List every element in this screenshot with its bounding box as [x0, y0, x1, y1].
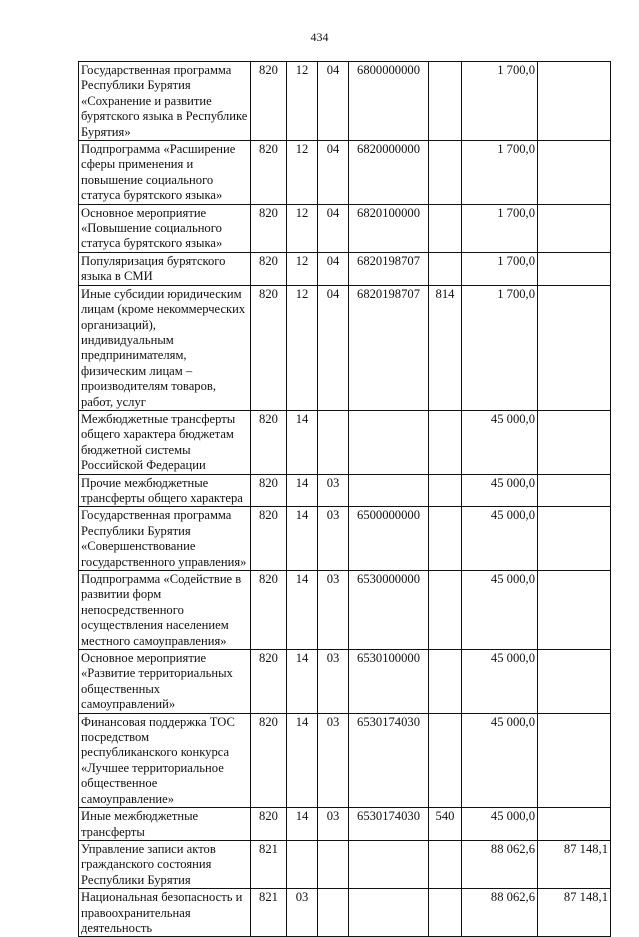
cell-vr: 540	[429, 808, 462, 841]
cell-sum-1: 1 700,0	[462, 204, 538, 252]
cell-csr: 6820198707	[349, 252, 429, 285]
cell-sum-2	[538, 474, 611, 507]
cell-pr: 04	[318, 252, 349, 285]
cell-name: Межбюджетные трансферты общего характера бюджетам бюджетной системы Российской Федерации	[79, 410, 251, 474]
cell-ved: 820	[251, 713, 287, 807]
cell-sum-1: 45 000,0	[462, 474, 538, 507]
cell-pr: 04	[318, 141, 349, 205]
cell-csr: 6800000000	[349, 62, 429, 141]
cell-ved: 820	[251, 62, 287, 141]
budget-table	[78, 61, 611, 937]
cell-pr: 03	[318, 507, 349, 571]
cell-ved: 821	[251, 889, 287, 937]
cell-csr	[349, 410, 429, 474]
cell-csr: 6500000000	[349, 507, 429, 571]
cell-ved: 820	[251, 285, 287, 410]
cell-rz: 12	[287, 285, 318, 410]
cell-vr	[429, 410, 462, 474]
cell-sum-2	[538, 713, 611, 807]
cell-name: Управление записи актов гражданского состояния Республики Бурятия	[79, 840, 251, 888]
cell-vr	[429, 650, 462, 714]
table-row	[79, 285, 611, 410]
cell-csr: 6530174030	[349, 713, 429, 807]
cell-sum-1: 1 700,0	[462, 285, 538, 410]
cell-sum-2	[538, 507, 611, 571]
cell-sum-2	[538, 204, 611, 252]
cell-rz: 14	[287, 474, 318, 507]
table-row	[79, 141, 611, 205]
cell-vr	[429, 204, 462, 252]
cell-rz: 14	[287, 507, 318, 571]
cell-rz: 14	[287, 571, 318, 650]
cell-vr	[429, 889, 462, 937]
cell-sum-2	[538, 571, 611, 650]
table-row	[79, 204, 611, 252]
cell-csr: 6530174030	[349, 808, 429, 841]
cell-rz: 12	[287, 252, 318, 285]
cell-name: Основное мероприятие «Повышение социального статуса бурятского языка»	[79, 204, 251, 252]
cell-rz: 14	[287, 808, 318, 841]
cell-sum-2	[538, 62, 611, 141]
cell-rz: 12	[287, 204, 318, 252]
cell-pr: 03	[318, 713, 349, 807]
cell-sum-2	[538, 410, 611, 474]
cell-ved: 820	[251, 474, 287, 507]
cell-sum-2	[538, 650, 611, 714]
cell-pr: 03	[318, 808, 349, 841]
cell-pr: 04	[318, 204, 349, 252]
cell-csr: 6530100000	[349, 650, 429, 714]
cell-sum-2	[538, 141, 611, 205]
cell-vr	[429, 474, 462, 507]
cell-name: Основное мероприятие «Развитие территориальных общественных самоуправлений»	[79, 650, 251, 714]
table-row	[79, 410, 611, 474]
cell-rz: 12	[287, 141, 318, 205]
cell-sum-1: 45 000,0	[462, 410, 538, 474]
cell-sum-2	[538, 285, 611, 410]
cell-csr: 6820000000	[349, 141, 429, 205]
cell-rz: 14	[287, 410, 318, 474]
cell-pr: 03	[318, 650, 349, 714]
cell-csr: 6530000000	[349, 571, 429, 650]
cell-csr: 6820100000	[349, 204, 429, 252]
cell-vr	[429, 571, 462, 650]
cell-ved: 820	[251, 571, 287, 650]
table-row	[79, 474, 611, 507]
cell-ved: 821	[251, 840, 287, 888]
cell-name: Подпрограмма «Расширение сферы применения и повышение социального статуса бурятского языка»	[79, 141, 251, 205]
table-row	[79, 252, 611, 285]
table-row	[79, 889, 611, 937]
cell-sum-1: 1 700,0	[462, 141, 538, 205]
cell-pr	[318, 410, 349, 474]
cell-ved: 820	[251, 252, 287, 285]
cell-name: Национальная безопасность и правоохранительная деятельность	[79, 889, 251, 937]
cell-sum-1: 45 000,0	[462, 650, 538, 714]
cell-name: Государственная программа Республики Бурятия «Совершенствование государственного управления»	[79, 507, 251, 571]
cell-ved: 820	[251, 204, 287, 252]
cell-pr	[318, 840, 349, 888]
cell-csr	[349, 889, 429, 937]
cell-sum-2: 87 148,1	[538, 889, 611, 937]
cell-vr	[429, 62, 462, 141]
cell-sum-1: 45 000,0	[462, 571, 538, 650]
cell-name: Государственная программа Республики Бурятия «Сохранение и развитие бурятского языка в Республике Бурятия»	[79, 62, 251, 141]
cell-sum-1: 88 062,6	[462, 840, 538, 888]
cell-pr: 03	[318, 474, 349, 507]
table-row	[79, 713, 611, 807]
cell-csr	[349, 474, 429, 507]
cell-ved: 820	[251, 141, 287, 205]
cell-rz: 12	[287, 62, 318, 141]
cell-name: Прочие межбюджетные трансферты общего характера	[79, 474, 251, 507]
cell-csr	[349, 840, 429, 888]
cell-sum-2	[538, 808, 611, 841]
cell-name: Иные субсидии юридическим лицам (кроме некоммерческих организаций), индивидуальным предпринимателям, физическим лицам – производителям товаров, работ, услуг	[79, 285, 251, 410]
cell-sum-1: 88 062,6	[462, 889, 538, 937]
table-row	[79, 650, 611, 714]
page-number: 434	[310, 30, 329, 44]
cell-name: Иные межбюджетные трансферты	[79, 808, 251, 841]
cell-csr: 6820198707	[349, 285, 429, 410]
cell-ved: 820	[251, 507, 287, 571]
cell-pr: 03	[318, 571, 349, 650]
cell-ved: 820	[251, 808, 287, 841]
cell-ved: 820	[251, 410, 287, 474]
cell-name: Подпрограмма «Содействие в развитии форм непосредственного осуществления населением местного самоуправления»	[79, 571, 251, 650]
cell-ved: 820	[251, 650, 287, 714]
cell-sum-2	[538, 252, 611, 285]
cell-vr	[429, 141, 462, 205]
cell-vr: 814	[429, 285, 462, 410]
cell-name: Финансовая поддержка ТОС посредством республиканского конкурса «Лучшее территориальное общественное самоуправление»	[79, 713, 251, 807]
cell-vr	[429, 713, 462, 807]
cell-pr: 04	[318, 285, 349, 410]
cell-sum-1: 45 000,0	[462, 507, 538, 571]
cell-sum-2: 87 148,1	[538, 840, 611, 888]
cell-name: Популяризация бурятского языка в СМИ	[79, 252, 251, 285]
cell-sum-1: 45 000,0	[462, 713, 538, 807]
table-row	[79, 571, 611, 650]
cell-sum-1: 1 700,0	[462, 62, 538, 141]
cell-rz	[287, 840, 318, 888]
cell-sum-1: 45 000,0	[462, 808, 538, 841]
cell-vr	[429, 252, 462, 285]
cell-rz: 14	[287, 713, 318, 807]
cell-pr	[318, 889, 349, 937]
cell-rz: 14	[287, 650, 318, 714]
cell-vr	[429, 507, 462, 571]
cell-vr	[429, 840, 462, 888]
table-row	[79, 62, 611, 141]
cell-rz: 03	[287, 889, 318, 937]
cell-pr: 04	[318, 62, 349, 141]
table-row	[79, 840, 611, 888]
cell-sum-1: 1 700,0	[462, 252, 538, 285]
table-body	[79, 62, 611, 937]
table-row	[79, 507, 611, 571]
table-row	[79, 808, 611, 841]
